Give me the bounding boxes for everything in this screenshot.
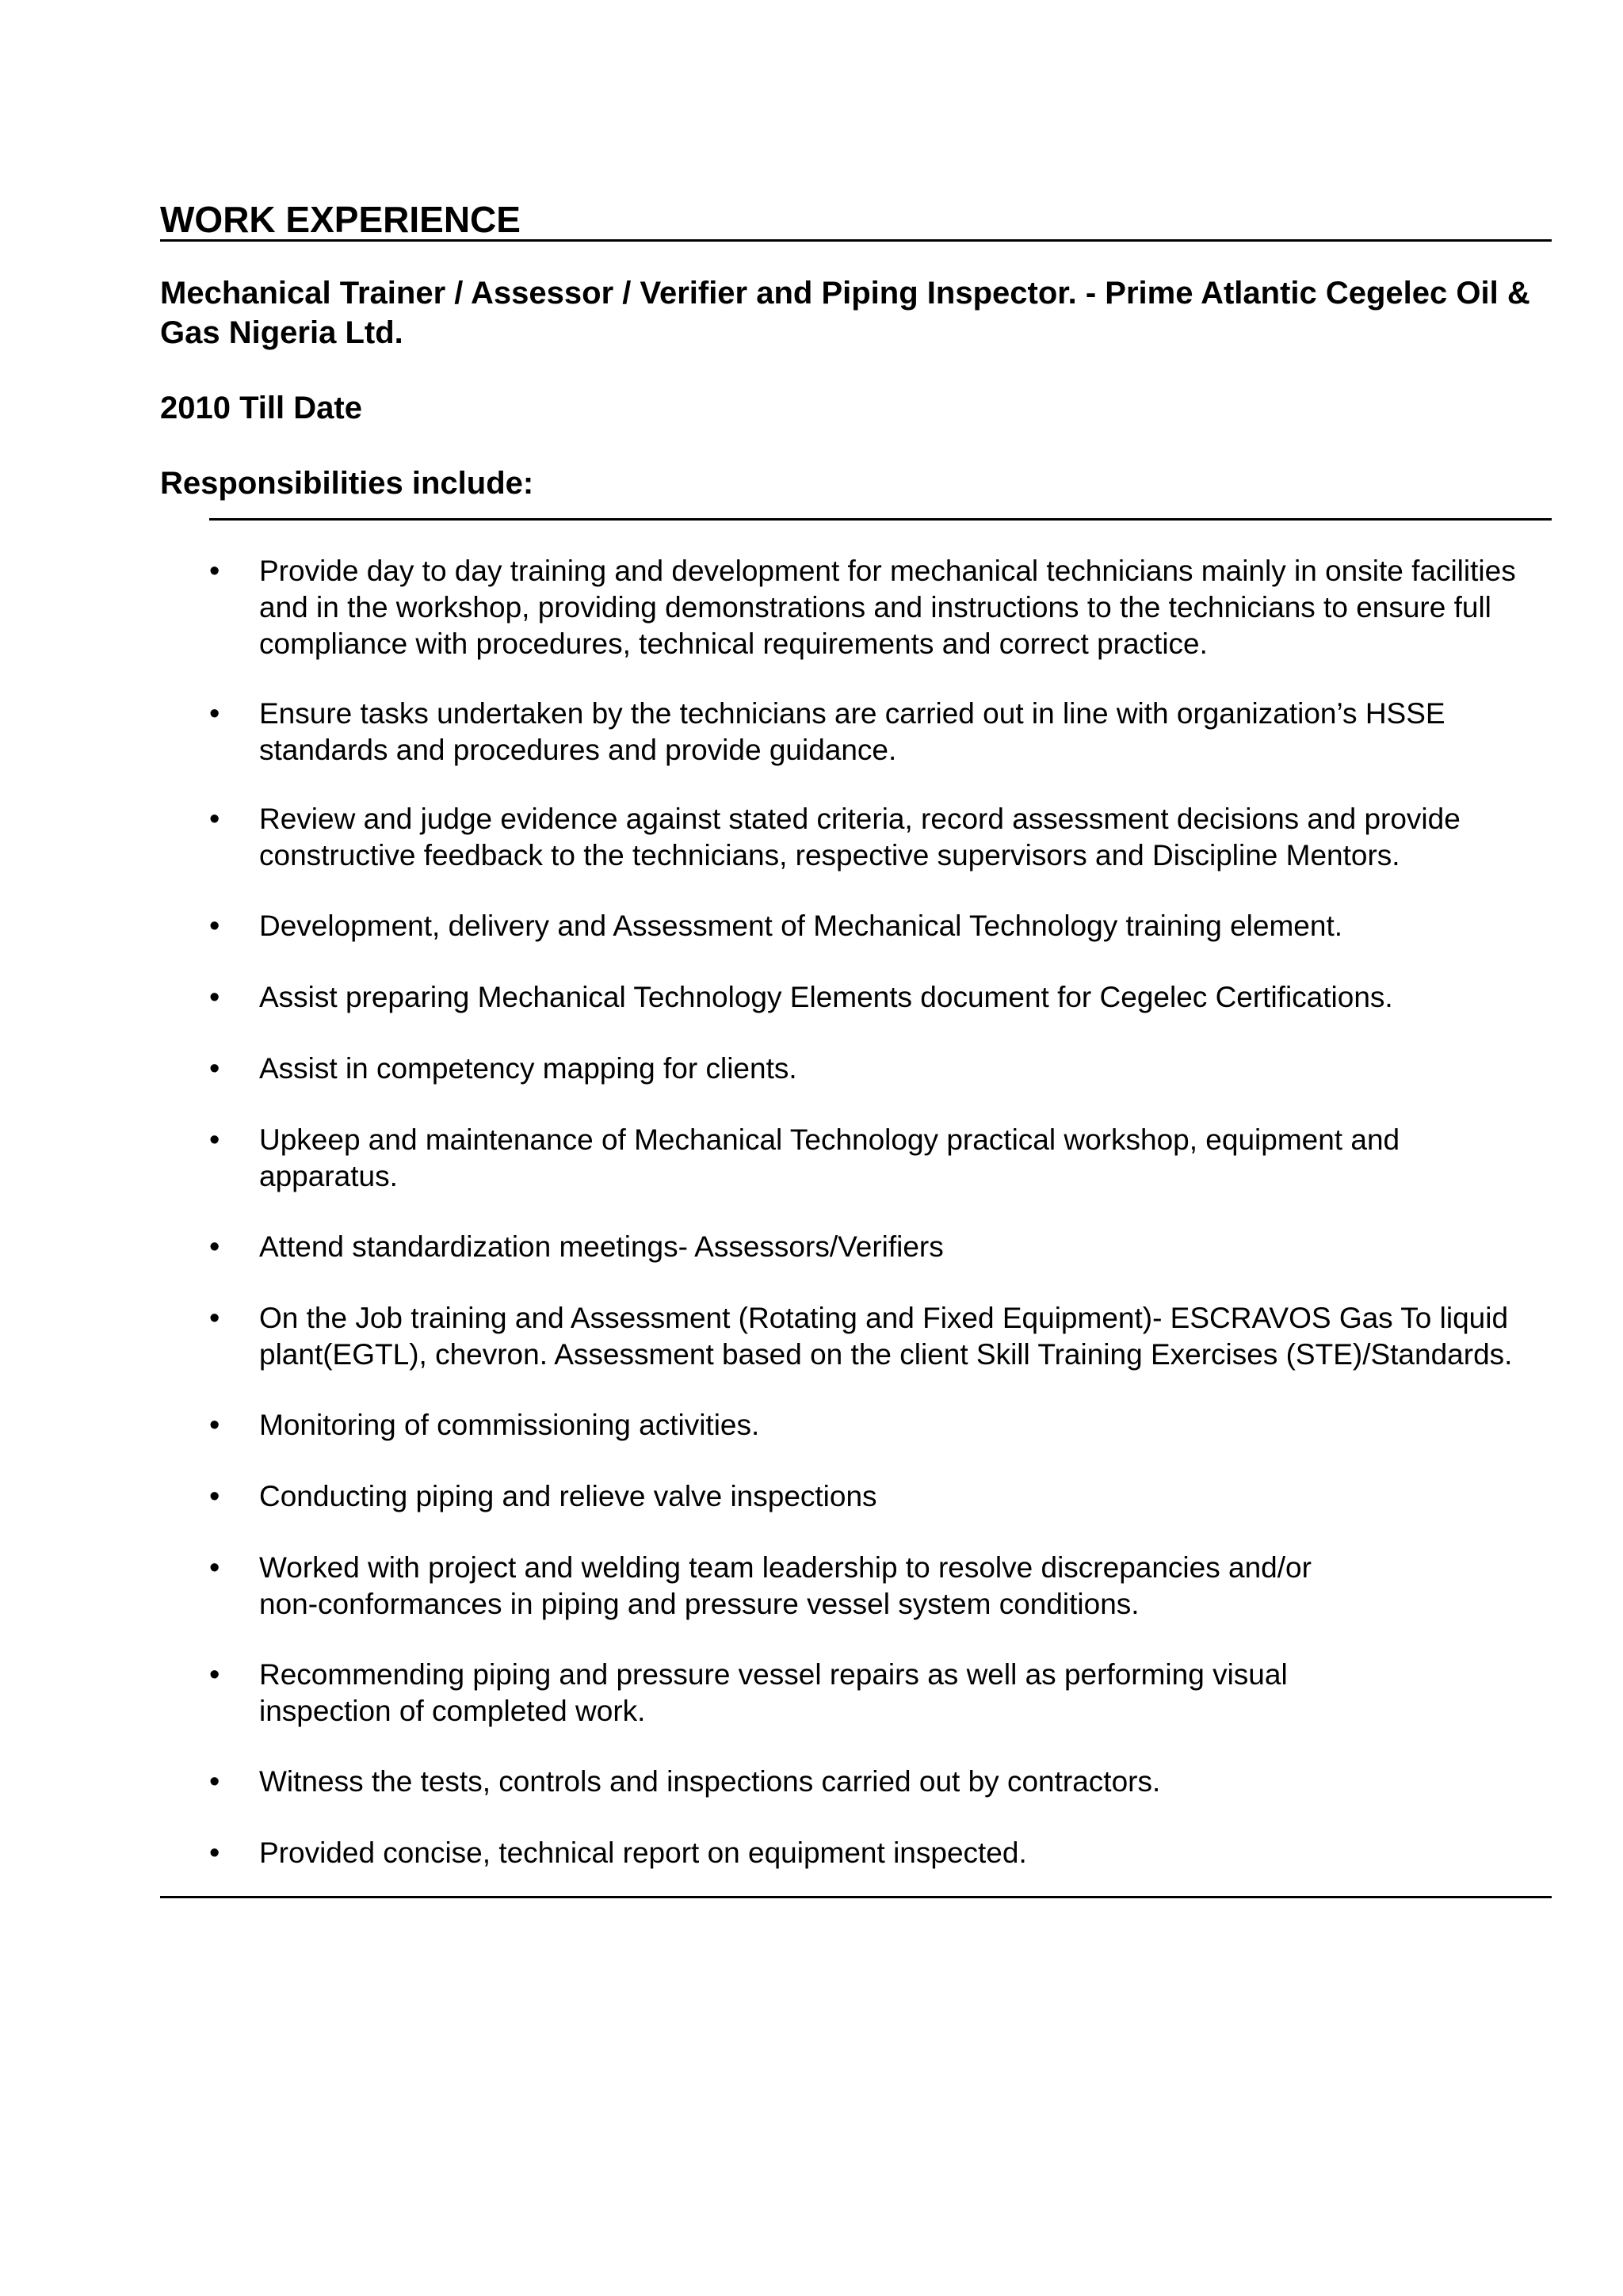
bullet-icon: • [209,1409,220,1442]
list-item-text: Provide day to day training and development for mechanical technicians mainly in onsite facilities and in the workshop, providing demonstrations and instructions to the technicians to ensure full compliance with procedures, technical requirements and correct practice. [259,555,1516,660]
bullet-icon: • [209,1836,220,1870]
list-item-text: Development, delivery and Assessment of Mechanical Technology training element. [259,910,1343,942]
list-item-text: Assist preparing Mechanical Technology Elements document for Cegelec Certifications. [259,981,1393,1013]
list-item-text: Recommending piping and pressure vessel repairs as well as performing visual inspection of completed work. [259,1658,1288,1727]
section-end-divider [160,1896,1552,1898]
bullet-icon: • [209,1302,220,1335]
section-title-underline [160,239,1552,242]
list-item-text: Review and judge evidence against stated criteria, record assessment decisions and provide constructive feedback to the technicians, respective supervisors and Discipline Mentors. [259,803,1461,871]
job-dates: 2010 Till Date [160,391,362,425]
bullet-icon: • [209,697,220,730]
bullet-icon: • [209,803,220,836]
responsibilities-divider [209,518,1552,521]
list-item-text: Witness the tests, controls and inspections carried out by contractors. [259,1765,1161,1798]
bullet-icon: • [209,910,220,943]
bullet-icon: • [209,1230,220,1264]
bullet-icon: • [209,1052,220,1085]
list-item-text: Provided concise, technical report on equipment inspected. [259,1836,1027,1869]
list-item-text: Upkeep and maintenance of Mechanical Technology practical workshop, equipment and apparatus. [259,1123,1400,1192]
bullet-icon: • [209,555,220,588]
bullet-icon: • [209,1658,220,1691]
list-item-text: Monitoring of commissioning activities. [259,1409,760,1441]
list-item-text: Conducting piping and relieve valve inspections [259,1480,877,1512]
list-item-text: Ensure tasks undertaken by the technicians are carried out in line with organization’s HSSE standards and procedures and provide guidance. [259,697,1445,766]
list-item-text: On the Job training and Assessment (Rotating and Fixed Equipment)- ESCRAVOS Gas To liquid plant(EGTL), chevron. Assessment based on the client Skill Training Exercises (STE)/Standards. [259,1302,1513,1371]
list-item-text: Assist in competency mapping for clients. [259,1052,797,1085]
bullet-icon: • [209,1551,220,1585]
responsibilities-heading: Responsibilities include: [160,466,534,501]
list-item-text: Worked with project and welding team leadership to resolve discrepancies and/or non-conformances in piping and pressure vessel system conditions. [259,1551,1312,1620]
section-title: WORK EXPERIENCE [160,199,521,240]
bullet-icon: • [209,981,220,1014]
bullet-icon: • [209,1480,220,1513]
job-title: Mechanical Trainer / Assessor / Verifier and Piping Inspector. - Prime Atlantic Cegelec Oil & Gas Nigeria Ltd. [160,276,1530,350]
bullet-icon: • [209,1765,220,1798]
bullet-icon: • [209,1123,220,1157]
list-item-text: Attend standardization meetings- Assessors/Verifiers [259,1230,944,1263]
